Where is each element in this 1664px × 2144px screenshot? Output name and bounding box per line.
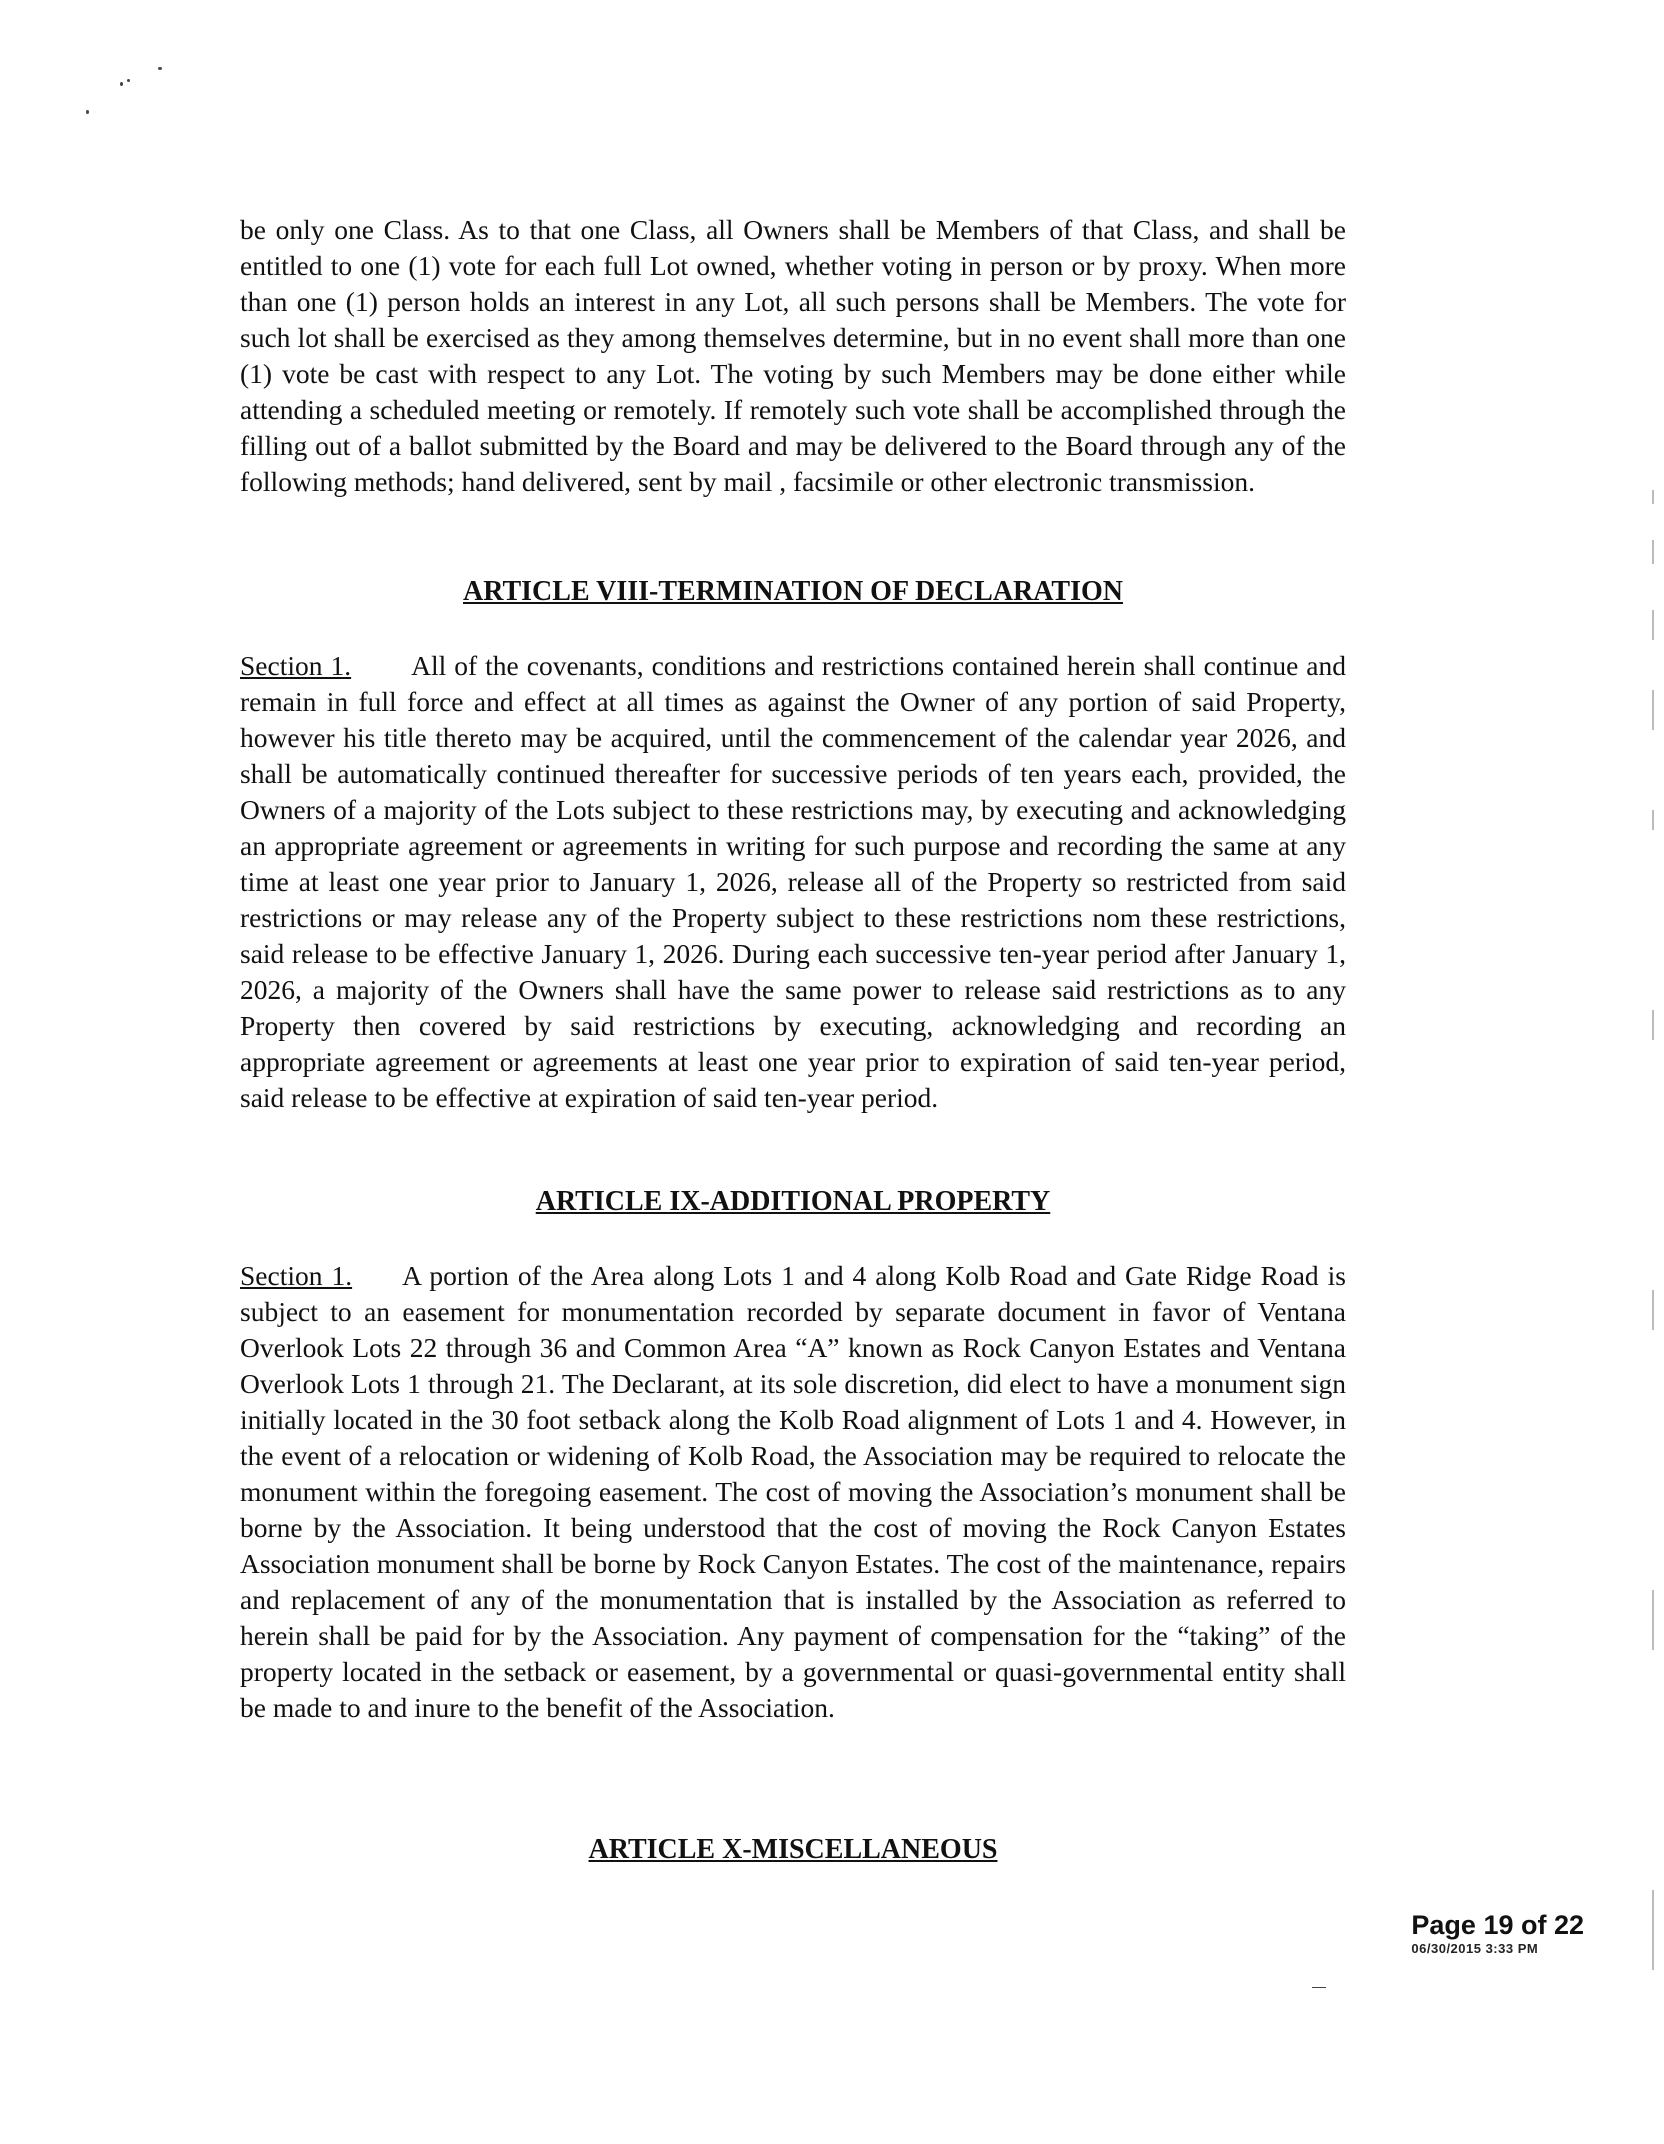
article-ix-section-1	[240, 1258, 1346, 1726]
scan-edge-marks	[1652, 490, 1658, 2090]
scan-specks	[80, 55, 180, 125]
timestamp: 06/30/2015 3:33 PM	[1411, 1941, 1539, 1956]
article-ix-heading: ARTICLE IX-ADDITIONAL PROPERTY	[535, 1186, 1051, 1217]
article-viii-section-1	[240, 648, 1346, 1116]
scan-artifact-mark: —	[1312, 1978, 1326, 1994]
article-viii-heading: ARTICLE VIII-TERMINATION OF DECLARATION	[463, 576, 1123, 607]
section-text: A portion of the Area along Lots 1 and 4 along Kolb Road and Gate Ridge Road is subject to an easement for monumentation recorded by separate document in favor of Ventana Overlook Lots 22 through 36 and Common Area “A” known as Rock Canyon Estates and Ventana Overlook Lots 1 through 21. The Declarant, at its sole discretion, did elect to have a monument sign initially located in the 30 foot setback along the Kolb Road alignment of Lots 1 and 4. However, in the event of a relocation or widening of Kolb Road, the Association may be required to relocate the monument within the foregoing easement. The cost of moving the Association’s monument shall be borne by the Association. It being understood that the cost of moving the Rock Canyon Estates Association monument shall be borne by Rock Canyon Estates. The cost of the maintenance, repairs and replacement of any of the monumentation that is installed by the Association as referred to herein shall be paid for by the Association. Any payment of compensation for the “taking” of the property located in the setback or easement, by a governmental or quasi-governmental entity shall be made to and inure to the benefit of the Association.	[240, 1260, 1346, 1723]
page-number: Page 19 of 22	[1411, 1910, 1584, 1940]
section-text: All of the covenants, conditions and restrictions contained herein shall continue and remain in full force and effect at all times as against the Owner of any portion of said Property, however his title thereto may be acquired, until the commencement of the calendar year 2026, and shall be automatically continued thereafter for successive periods of ten years each, provided, the Owners of a majority of the Lots subject to these restrictions may, by executing and acknowledging an appropriate agreement or agreements in writing for such purpose and recording the same at any time at least one year prior to January 1, 2026, release all of the Property so restricted from said restrictions or may release any of the Property subject to these restrictions nom these restrictions, said release to be effective January 1, 2026. During each successive ten-year period after January 1, 2026, a majority of the Owners shall have the same power to release said restrictions as to any Property then covered by said restrictions by executing, acknowledging and recording an appropriate agreement or agreements at least one year prior to expiration of said ten-year period, said release to be effective at expiration of said ten-year period.	[240, 650, 1346, 1113]
intro-paragraph: be only one Class. As to that one Class, all Owners shall be Members of that Class, and shall be entitled to one (1) vote for each full Lot owned, whether voting in person or by proxy. When more than one (1) person holds an interest in any Lot, all such persons shall be Members. The vote for such lot shall be exercised as they among themselves determine, but in no event shall more than one (1) vote be cast with respect to any Lot. The voting by such Members may be done either while attending a scheduled meeting or remotely. If remotely such vote shall be accomplished through the filling out of a ballot submitted by the Board and may be delivered to the Board through any of the following methods; hand delivered, sent by mail , facsimile or other electronic transmission.	[240, 214, 1346, 497]
section-label: Section 1.	[240, 650, 352, 681]
page-footer	[1411, 1910, 1584, 1958]
article-x-heading: ARTICLE X-MISCELLANEOUS	[588, 1834, 998, 1865]
section-label: Section 1.	[240, 1260, 353, 1291]
